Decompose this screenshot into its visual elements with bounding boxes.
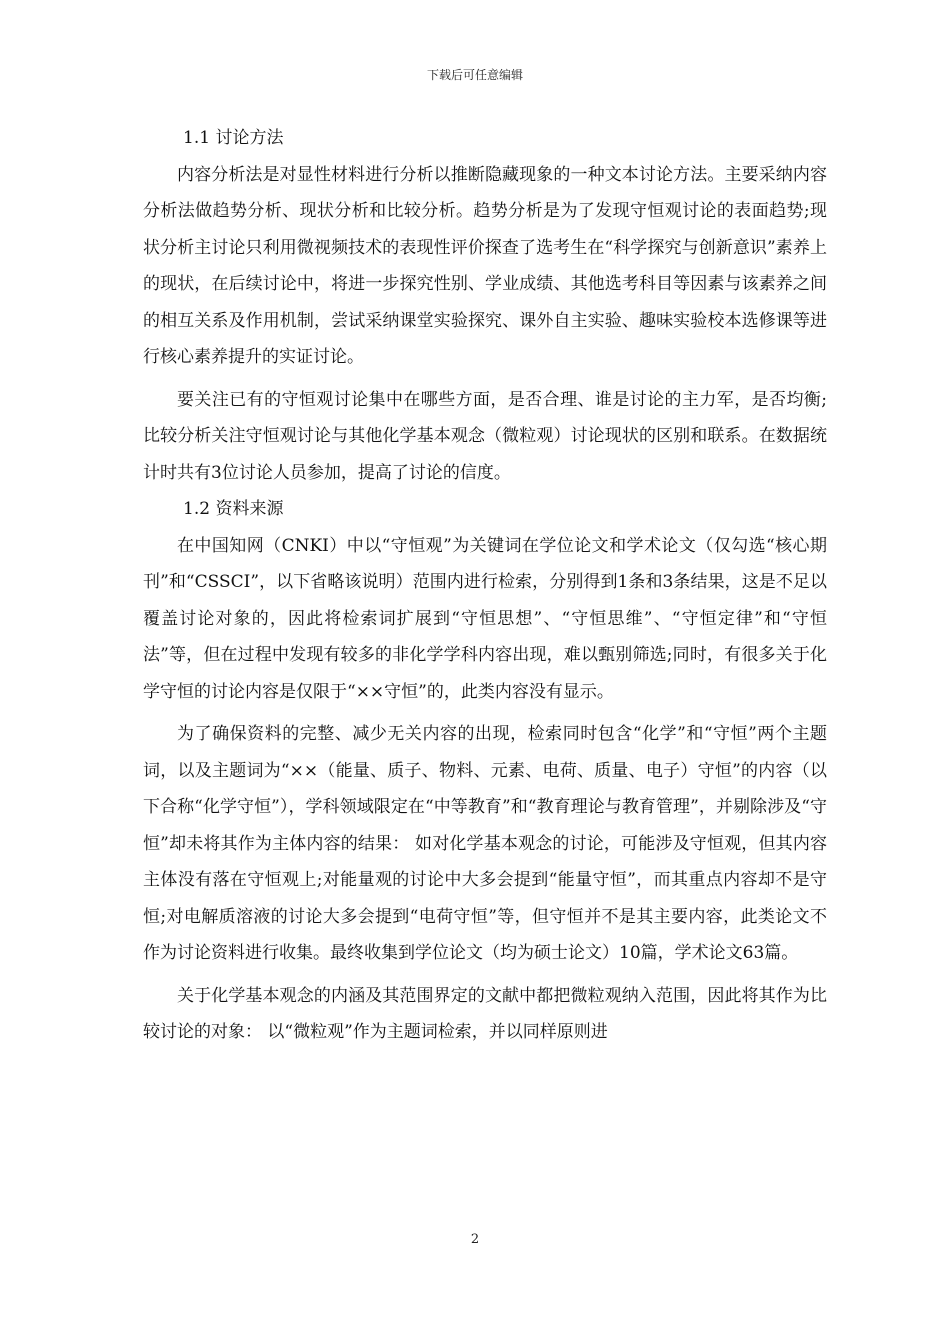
document-body [143,120,827,1051]
section-title-methods: 1.1 讨论方法 [183,128,284,148]
paragraph: 在中国知网（CNKI）中以“守恒观”为关键词在学位论文和学术论文（仅勾选“核心期刊”和“CSSCI”，以下省略该说明）范围内进行检索，分别得到1条和3条结果，这是不足以覆盖讨论对象的，因此将检索词扩展到“守恒思想”、“守恒思维”、“守恒定律”和“守恒法”等，但在过程中发现有较多的非化学学科内容出现，难以甄别筛选;同时，有很多关于化学守恒的讨论内容是仅限于“××守恒”的，此类内容没有显示。 [143,535,827,702]
paragraph: 关于化学基本观念的内涵及其范围界定的文献中都把微粒观纳入范围，因此将其作为比较讨论的对象： 以“微粒观”作为主题词检索，并以同样原则进 [143,985,827,1042]
paragraph: 为了确保资料的完整、减少无关内容的出现，检索同时包含“化学”和“守恒”两个主题词，以及主题词为“××（能量、质子、物料、元素、电荷、质量、电子）守恒”的内容（以下合称“化学守恒”），学科领域限定在“中等教育”和“教育理论与教育管理”，并剔除涉及“守恒”却未将其作为主体内容的结果： 如对化学基本观念的讨论，可能涉及守恒观，但其内容主体没有落在守恒观上;对能量观的讨论中大多会提到“能量守恒”，而其重点内容却不是守恒;对电解质溶液的讨论大多会提到“电荷守恒”等，但守恒并不是其主要内容，此类论文不作为讨论资料进行收集。最终收集到学位论文（均为硕士论文）10篇，学术论文63篇。 [143,724,827,963]
page-header: 下载后可任意编辑 [426,68,523,82]
page-number: 2 [470,1232,480,1247]
section-title-sources: 1.2 资料来源 [183,499,284,519]
paragraph: 要关注已有的守恒观讨论集中在哪些方面，是否合理、谁是讨论的主力军，是否均衡;比较分析关注守恒观讨论与其他化学基本观念（微粒观）讨论现状的区别和联系。在数据统计时共有3位讨论人员参加，提高了讨论的信度。 [143,389,827,483]
paragraph: 内容分析法是对显性材料进行分析以推断隐藏现象的一种文本讨论方法。主要采纳内容分析法做趋势分析、现状分析和比较分析。趋势分析是为了发现守恒观讨论的表面趋势;现状分析主讨论只利用微视频技术的表现性评价探查了选考生在“科学探究与创新意识”素养上的现状，在后续讨论中，将进一步探究性别、学业成绩、其他选考科目等因素与该素养之间的相互关系及作用机制，尝试采纳课堂实验探究、课外自主实验、趣味实验校本选修课等进行核心素养提升的实证讨论。 [143,164,827,367]
